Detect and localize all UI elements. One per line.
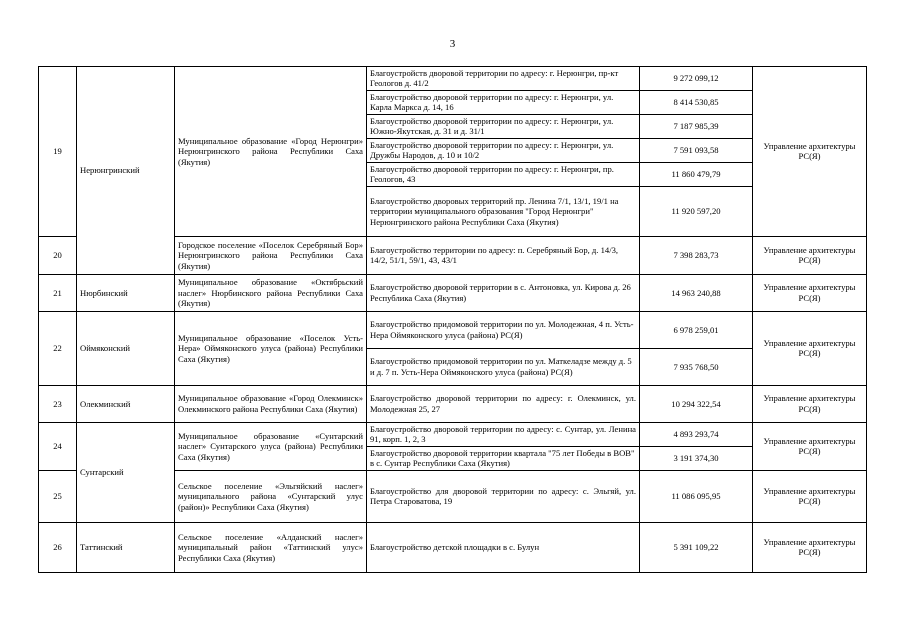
organization-cell: Сельское поселение «Алданский наслег» муниципальный район «Таттинский улус» Республики Саха (Якутия) (175, 522, 367, 572)
work-description: Благоустройство для дворовой территории по адресу: с. Эльгяй, ул. Петра Староватова, 19 (367, 470, 640, 522)
responsible-cell: Управление архитектуры РС(Я) (753, 274, 867, 311)
amount-cell: 11 920 597,20 (640, 186, 753, 236)
responsible-cell: Управление архитектуры РС(Я) (753, 67, 867, 237)
organization-cell: Муниципальное образование «Октябрьский наслег» Нюрбинского района Республики Саха (Якутия) (175, 274, 367, 311)
responsible-cell: Управление архитектуры РС(Я) (753, 311, 867, 385)
amount-cell: 11 860 479,79 (640, 162, 753, 186)
row-number: 19 (39, 67, 77, 237)
responsible-cell: Управление архитектуры РС(Я) (753, 522, 867, 572)
table-row (39, 311, 867, 348)
district-cell: Оймяконский (77, 311, 175, 385)
work-description: Благоустройство детской площадки в с. Булун (367, 522, 640, 572)
organization-cell: Городское поселение «Поселок Серебряный Бор» Нерюнгринского района Республики Саха (Якутия) (175, 236, 367, 274)
row-number: 24 (39, 422, 77, 470)
organization-cell: Муниципальное образование «Город Олекминск» Олекминского района Республики Саха (Якутия) (175, 385, 367, 422)
work-description: Благоустройство дворовой территории по адресу: г. Нерюнгри, пр. Геологов, 43 (367, 162, 640, 186)
table-row (39, 67, 867, 91)
row-number: 22 (39, 311, 77, 385)
amount-cell: 7 935 768,50 (640, 348, 753, 385)
amount-cell: 14 963 240,88 (640, 274, 753, 311)
amount-cell: 8 414 530,85 (640, 90, 753, 114)
row-number: 25 (39, 470, 77, 522)
row-number: 20 (39, 236, 77, 274)
amount-cell: 11 086 095,95 (640, 470, 753, 522)
amount-cell: 6 978 259,01 (640, 311, 753, 348)
work-description: Благоустройств дворовой территории по адресу: г. Нерюнгри, пр-кт Геологов д. 41/2 (367, 67, 640, 91)
amount-cell: 7 187 985,39 (640, 114, 753, 138)
table-row (39, 522, 867, 572)
district-cell: Нерюнгринский (77, 67, 175, 275)
row-number: 26 (39, 522, 77, 572)
work-description: Благоустройство дворовой территории квартала "75 лет Победы в ВОВ" в с. Сунтар Республики Саха (Якутия) (367, 446, 640, 470)
work-description: Благоустройство дворовой территории по адресу: г. Нерюнгри, ул. Карла Маркса д. 14, 16 (367, 90, 640, 114)
work-description: Благоустройство дворовой территории по адресу: г. Нерюнгри, ул. Дружбы Народов, д. 10 и 10/2 (367, 138, 640, 162)
work-description: Благоустройство придомовой территории по ул. Молодежная, 4 п. Усть-Нера Оймяконского улуса (района) РС(Я) (367, 311, 640, 348)
district-cell: Олекминский (77, 385, 175, 422)
district-cell: Нюрбинский (77, 274, 175, 311)
projects-table (38, 66, 867, 573)
amount-cell: 5 391 109,22 (640, 522, 753, 572)
work-description: Благоустройство дворовой территории в с. Антоновка, ул. Кирова д. 26 Республика Саха (Якутия) (367, 274, 640, 311)
amount-cell: 3 191 374,30 (640, 446, 753, 470)
amount-cell: 7 591 093,58 (640, 138, 753, 162)
table-row (39, 274, 867, 311)
responsible-cell: Управление архитектуры РС(Я) (753, 470, 867, 522)
table-row (39, 422, 867, 446)
work-description: Благоустройство дворовой территории по адресу: г. Нерюнгри, ул. Южно-Якутская, д. 31 и д. 31/1 (367, 114, 640, 138)
table-row (39, 385, 867, 422)
district-cell: Сунтарский (77, 422, 175, 522)
amount-cell: 7 398 283,73 (640, 236, 753, 274)
district-cell: Таттинский (77, 522, 175, 572)
organization-cell: Муниципальное образование «Поселок Усть-Нера» Оймяконского улуса (района) Республики Саха (Якутия) (175, 311, 367, 385)
responsible-cell: Управление архитектуры РС(Я) (753, 422, 867, 470)
organization-cell: Муниципальное образование «Сунтарский наслег» Сунтарского улуса (района) Республики Саха (Якутия) (175, 422, 367, 470)
amount-cell: 10 294 322,54 (640, 385, 753, 422)
row-number: 23 (39, 385, 77, 422)
page-number: 3 (449, 38, 456, 50)
amount-cell: 9 272 099,12 (640, 67, 753, 91)
work-description: Благоустройство придомовой территории по ул. Маткеладзе между д. 5 и д. 7 п. Усть-Нера Оймяконского улуса (района) РС(Я) (367, 348, 640, 385)
work-description: Благоустройство дворовых территорий пр. Ленина 7/1, 13/1, 19/1 на территории муниципального образования "Город Нерюнгри" Нерюнгринского района Республики Саха (Якутия) (367, 186, 640, 236)
organization-cell: Муниципальное образование «Город Нерюнгри» Нерюнгринского района Республики Саха (Якутия) (175, 67, 367, 237)
amount-cell: 4 893 293,74 (640, 422, 753, 446)
work-description: Благоустройство дворовой территории по адресу: г. Олекминск, ул. Молодежная 25, 27 (367, 385, 640, 422)
work-description: Благоустройство дворовой территории по адресу: с. Сунтар, ул. Ленина 91, корп. 1, 2, 3 (367, 422, 640, 446)
organization-cell: Сельское поселение «Эльгяйский наслег» муниципального района «Сунтарский улус (район)» Республики Саха (Якутия) (175, 470, 367, 522)
row-number: 21 (39, 274, 77, 311)
responsible-cell: Управление архитектуры РС(Я) (753, 385, 867, 422)
work-description: Благоустройство территории по адресу: п. Серебряный Бор, д. 14/3, 14/2, 51/1, 59/1, 43, 43/1 (367, 236, 640, 274)
responsible-cell: Управление архитектуры РС(Я) (753, 236, 867, 274)
